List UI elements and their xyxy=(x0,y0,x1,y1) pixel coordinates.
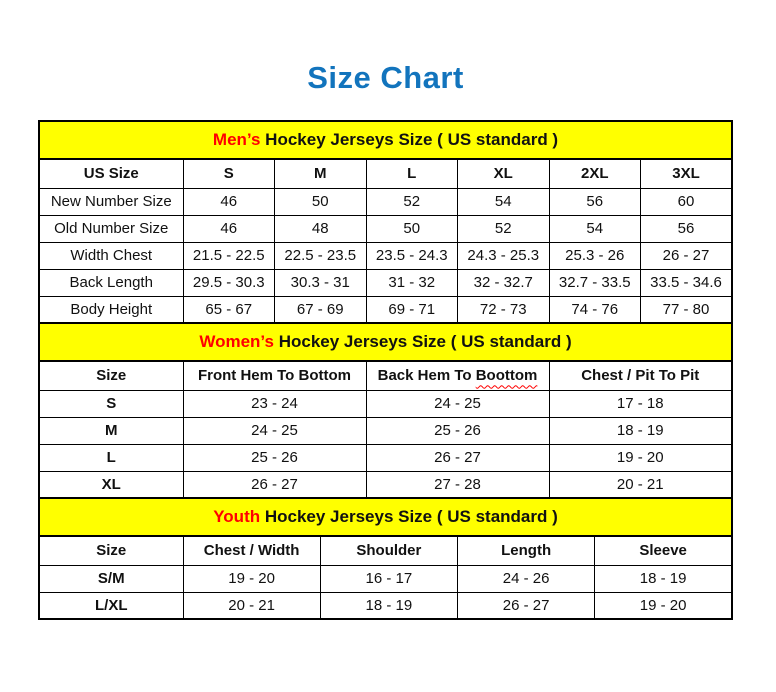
size-value-cell: 52 xyxy=(458,215,550,242)
size-value-cell: 69 - 71 xyxy=(366,296,458,323)
size-value-cell: 29.5 - 30.3 xyxy=(183,269,275,296)
youth-size-table xyxy=(38,497,733,620)
table-row xyxy=(39,296,732,323)
size-value-cell: 26 - 27 xyxy=(183,471,366,498)
row-label: S xyxy=(39,390,183,417)
column-header: 3XL xyxy=(641,159,733,188)
back-hem-prefix: Back Hem To xyxy=(377,367,476,385)
size-value-cell: 56 xyxy=(549,188,641,215)
size-value-cell: 46 xyxy=(183,188,275,215)
womens-column-header-row xyxy=(39,361,732,390)
mens-column-header-row xyxy=(39,159,732,188)
size-value-cell: 19 - 20 xyxy=(549,444,732,471)
size-value-cell: 19 - 20 xyxy=(595,592,732,619)
womens-section-header-row xyxy=(39,323,732,361)
table-row xyxy=(39,565,732,592)
column-header: US Size xyxy=(39,159,183,188)
womens-size-table xyxy=(38,322,733,499)
size-value-cell: 23 - 24 xyxy=(183,390,366,417)
row-label: XL xyxy=(39,471,183,498)
size-value-cell: 26 - 27 xyxy=(458,592,595,619)
size-value-cell: 26 - 27 xyxy=(641,242,733,269)
column-header: M xyxy=(275,159,367,188)
size-value-cell: 67 - 69 xyxy=(275,296,367,323)
table-row xyxy=(39,417,732,444)
column-header: L xyxy=(366,159,458,188)
table-row xyxy=(39,269,732,296)
size-value-cell: 23.5 - 24.3 xyxy=(366,242,458,269)
size-value-cell: 50 xyxy=(366,215,458,242)
column-header: Size xyxy=(39,361,183,390)
youth-section-header xyxy=(39,498,732,536)
mens-size-table xyxy=(38,120,733,324)
size-value-cell: 31 - 32 xyxy=(366,269,458,296)
size-value-cell: 16 - 17 xyxy=(320,565,457,592)
size-value-cell: 60 xyxy=(641,188,733,215)
column-header: Sleeve xyxy=(595,536,732,565)
size-value-cell: 56 xyxy=(641,215,733,242)
size-value-cell: 19 - 20 xyxy=(183,565,320,592)
column-header: Shoulder xyxy=(320,536,457,565)
row-label: M xyxy=(39,417,183,444)
size-value-cell: 22.5 - 23.5 xyxy=(275,242,367,269)
size-value-cell: 21.5 - 22.5 xyxy=(183,242,275,269)
row-label: S/M xyxy=(39,565,183,592)
size-value-cell: 32.7 - 33.5 xyxy=(549,269,641,296)
mens-header-rest: Hockey Jerseys Size ( US standard ) xyxy=(260,130,559,149)
row-label: Old Number Size xyxy=(39,215,183,242)
size-value-cell: 24 - 25 xyxy=(183,417,366,444)
youth-header-rest: Hockey Jerseys Size ( US standard ) xyxy=(260,507,558,526)
size-value-cell: 18 - 19 xyxy=(320,592,457,619)
table-row xyxy=(39,390,732,417)
size-value-cell: 33.5 - 34.6 xyxy=(641,269,733,296)
size-value-cell: 77 - 80 xyxy=(641,296,733,323)
womens-section-header xyxy=(39,323,732,361)
size-value-cell: 26 - 27 xyxy=(366,444,549,471)
size-value-cell: 25 - 26 xyxy=(183,444,366,471)
column-header: XL xyxy=(458,159,550,188)
row-label: Back Length xyxy=(39,269,183,296)
size-value-cell: 46 xyxy=(183,215,275,242)
column-header: Length xyxy=(458,536,595,565)
table-row xyxy=(39,188,732,215)
size-value-cell: 17 - 18 xyxy=(549,390,732,417)
table-row xyxy=(39,215,732,242)
size-value-cell: 50 xyxy=(275,188,367,215)
size-value-cell: 24 - 26 xyxy=(458,565,595,592)
size-value-cell: 65 - 67 xyxy=(183,296,275,323)
mens-section-header xyxy=(39,121,732,159)
column-header xyxy=(366,361,549,390)
size-value-cell: 20 - 21 xyxy=(183,592,320,619)
youth-column-header-row xyxy=(39,536,732,565)
size-value-cell: 48 xyxy=(275,215,367,242)
size-value-cell: 24.3 - 25.3 xyxy=(458,242,550,269)
table-row xyxy=(39,471,732,498)
misspelled-word: Boottom xyxy=(475,367,538,385)
size-value-cell: 24 - 25 xyxy=(366,390,549,417)
size-value-cell: 25 - 26 xyxy=(366,417,549,444)
mens-section-header-row xyxy=(39,121,732,159)
mens-highlight-text: Men’s xyxy=(212,130,261,149)
document-sheet xyxy=(38,0,733,620)
column-header: Front Hem To Bottom xyxy=(183,361,366,390)
row-label: Body Height xyxy=(39,296,183,323)
table-row xyxy=(39,242,732,269)
size-value-cell: 18 - 19 xyxy=(549,417,732,444)
youth-section-header-row xyxy=(39,498,732,536)
column-header: Chest / Pit To Pit xyxy=(549,361,732,390)
size-value-cell: 20 - 21 xyxy=(549,471,732,498)
womens-header-rest: Hockey Jerseys Size ( US standard ) xyxy=(273,332,572,351)
row-label: L xyxy=(39,444,183,471)
size-value-cell: 74 - 76 xyxy=(549,296,641,323)
womens-highlight-text: Women’s xyxy=(199,332,274,351)
youth-highlight-text: Youth xyxy=(213,507,261,526)
column-header: 2XL xyxy=(549,159,641,188)
size-value-cell: 52 xyxy=(366,188,458,215)
size-value-cell: 27 - 28 xyxy=(366,471,549,498)
size-value-cell: 30.3 - 31 xyxy=(275,269,367,296)
size-value-cell: 32 - 32.7 xyxy=(458,269,550,296)
row-label: L/XL xyxy=(39,592,183,619)
size-value-cell: 72 - 73 xyxy=(458,296,550,323)
column-header: S xyxy=(183,159,275,188)
size-value-cell: 18 - 19 xyxy=(595,565,732,592)
row-label: Width Chest xyxy=(39,242,183,269)
column-header: Size xyxy=(39,536,183,565)
size-value-cell: 54 xyxy=(458,188,550,215)
table-row xyxy=(39,444,732,471)
column-header: Chest / Width xyxy=(183,536,320,565)
table-row xyxy=(39,592,732,619)
row-label: New Number Size xyxy=(39,188,183,215)
size-value-cell: 25.3 - 26 xyxy=(549,242,641,269)
size-value-cell: 54 xyxy=(549,215,641,242)
page-title: Size Chart xyxy=(307,60,464,95)
